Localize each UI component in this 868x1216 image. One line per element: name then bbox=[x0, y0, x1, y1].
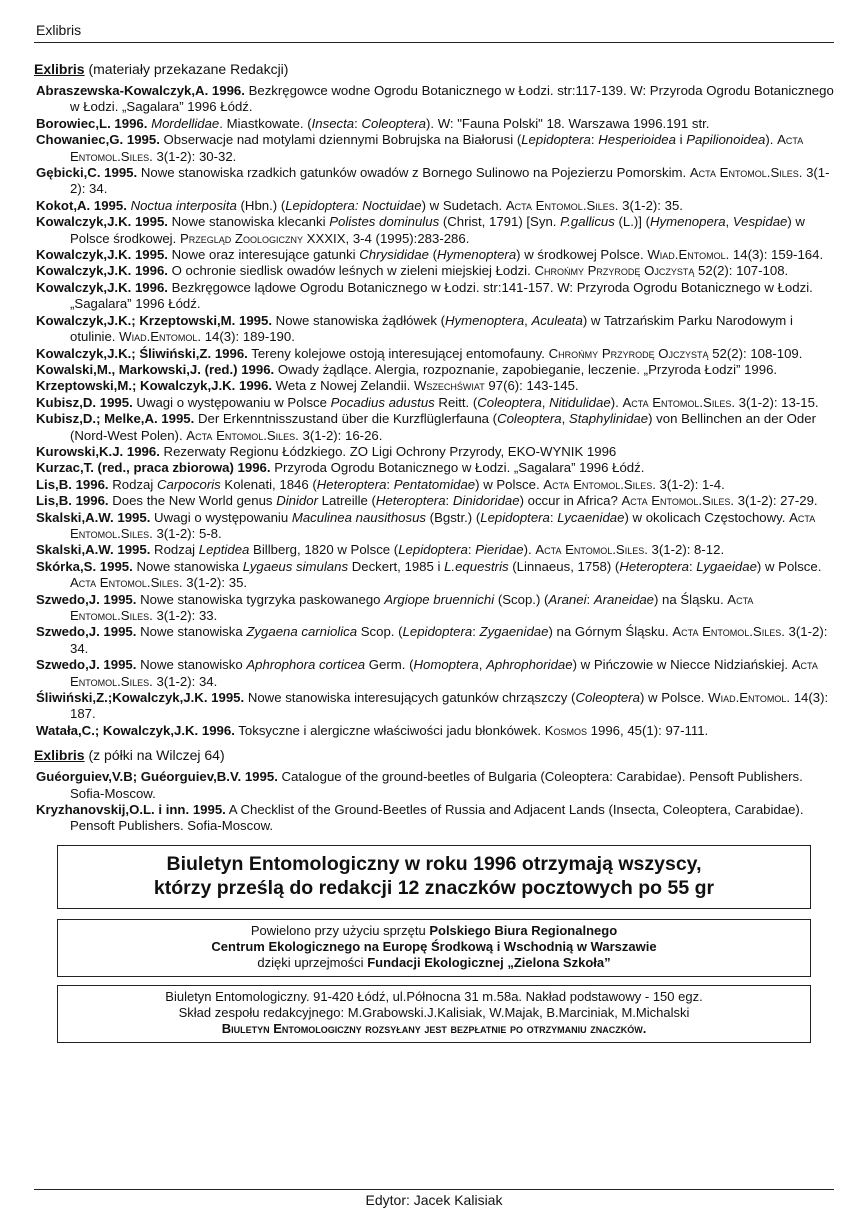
reference-text: Scop. ( bbox=[357, 624, 403, 640]
sponsor-org-2: Centrum Ekologicznego na Europę Środkową i Wschodnią w Warszawie bbox=[211, 938, 657, 954]
sponsor-foundation: Fundacji Ekologicznej „Zielona Szkoła” bbox=[367, 954, 611, 970]
reference-text: ) von Bellinchen an der Oder (Nord-West Polen). bbox=[70, 411, 816, 443]
reference-text: ) w okolicach Częstochowy. bbox=[624, 509, 790, 525]
reference-author: Krzeptowski,M.; Kowalczyk,J.K. 1996. bbox=[36, 378, 272, 394]
reference-author: Śliwiński,Z.;Kowalczyk,J.K. 1995. bbox=[36, 690, 245, 706]
reference-text: Kosmos bbox=[544, 722, 587, 738]
reference-author: Borowiec,L. 1996. bbox=[36, 115, 148, 131]
reference-item bbox=[36, 116, 834, 132]
reference-text: Nowe stanowiska interesujących gatunków chrząszczy ( bbox=[244, 690, 576, 706]
section-subtitle: (materiały przekazane Redakcji) bbox=[84, 61, 289, 77]
reference-text: ) w Sudetach. bbox=[421, 197, 506, 213]
reference-text: Nowe stanowiska klecanki bbox=[167, 214, 330, 230]
reference-author: Szwedo,J. 1995. bbox=[36, 624, 137, 640]
reference-text: ) w Polsce. bbox=[756, 558, 822, 574]
reference-text: 3(1-2): 16-26. bbox=[298, 427, 383, 443]
reference-text: Bezkręgowce lądowe Ogrodu Botanicznego w Łodzi. str:141-157. W: Przyroda Ogrodu Botanicznego w Łodzi. „Sagalara” 1996 Łódź. bbox=[70, 279, 813, 312]
reference-text: Catalogue of the ground-beetles of Bulgaria (Coleoptera: Carabidae). Pensoft Publishers. Sofia-Moscow. bbox=[70, 769, 803, 801]
reference-text: Der Erkenntnisszustand über die Kurzflüglerfauna ( bbox=[194, 411, 498, 427]
reference-text: Noctua interposita bbox=[130, 197, 237, 213]
section-title: Exlibris bbox=[34, 747, 85, 764]
reference-text: Nitidulidae bbox=[549, 394, 611, 410]
reference-text: : bbox=[549, 509, 558, 525]
reference-author: Lis,B. 1996. bbox=[36, 493, 109, 509]
reference-item bbox=[36, 690, 834, 723]
page bbox=[34, 22, 834, 1043]
sponsor-text: Powielono przy użyciu sprzętu bbox=[250, 922, 430, 938]
reference-text: Uwagi o występowaniu bbox=[150, 509, 292, 525]
reference-text: Przegląd Zoologiczny bbox=[179, 230, 303, 246]
reference-item bbox=[36, 247, 834, 263]
reference-item bbox=[36, 802, 834, 835]
reference-text: Acta Entomol.Siles. bbox=[70, 657, 818, 689]
reference-text: L.equestris bbox=[444, 558, 509, 574]
reference-text: 14(3): 159-164. bbox=[729, 247, 824, 263]
reference-text: Weta z Nowej Zelandii. bbox=[272, 378, 414, 394]
reference-text: Zygaena carniolica bbox=[246, 624, 358, 640]
reference-text: Acta Entomol.Siles. bbox=[535, 542, 648, 558]
reference-author: Kowalczyk,J.K. 1996. bbox=[36, 279, 168, 295]
reference-text: ) w Polsce. bbox=[475, 476, 544, 492]
reference-text: Vespidae bbox=[732, 214, 788, 230]
reference-text: Heteroptera bbox=[316, 476, 387, 492]
reference-item bbox=[36, 263, 834, 279]
reference-text: Acta Entomol.Siles. bbox=[543, 476, 656, 492]
reference-item bbox=[36, 542, 834, 558]
reference-author: Kowalczyk,J.K. 1995. bbox=[36, 247, 168, 263]
reference-item bbox=[36, 280, 834, 313]
imprint-line-1: Biuletyn Entomologiczny. 91-420 Łódź, ul.Północna 31 m.58a. Nakład podstawowy - 150 egz. bbox=[165, 988, 703, 1004]
reference-text: 14(3): 189-190. bbox=[201, 329, 295, 345]
reference-text: Lepidoptera: Noctuidae bbox=[285, 197, 422, 213]
reference-item bbox=[36, 313, 834, 346]
section-heading-1 bbox=[34, 61, 834, 77]
sponsor-line-1 bbox=[58, 923, 810, 939]
imprint-line-3: Biuletyn Entomologiczny rozsyłany jest bezpłatnie po otrzymaniu znaczków. bbox=[221, 1020, 647, 1036]
reference-text: ) na Śląsku. bbox=[653, 591, 728, 607]
section-title: Exlibris bbox=[34, 61, 85, 77]
reference-text: ) w Polsce. bbox=[639, 690, 709, 706]
reference-text: , bbox=[478, 657, 487, 673]
reference-text: 3(1-2): 35. bbox=[618, 197, 683, 213]
reference-text: Aculeata bbox=[531, 312, 583, 328]
reference-author: Kurzac,T. (red., praca zbiorowa) 1996. bbox=[36, 460, 271, 476]
reference-item bbox=[36, 165, 834, 198]
reference-text: Rodzaj bbox=[108, 476, 157, 492]
reference-item bbox=[36, 132, 834, 165]
reference-text: Uwagi o występowaniu w Polsce bbox=[132, 394, 331, 410]
reference-text: Wszechświat bbox=[413, 378, 485, 394]
section-heading-2 bbox=[34, 747, 834, 763]
reference-text: (Bgstr.) ( bbox=[426, 509, 481, 525]
reference-text: Lepidoptera bbox=[398, 542, 468, 558]
reference-author: Kowalczyk,J.K. 1996. bbox=[36, 263, 168, 279]
reference-item bbox=[36, 378, 834, 394]
reference-text: 3(1-2): 13-15. bbox=[735, 394, 819, 410]
reference-text: (L.)] ( bbox=[614, 214, 651, 230]
reference-text: P.gallicus bbox=[560, 214, 615, 230]
imprint-box bbox=[57, 985, 811, 1043]
reference-text: 3(1-2): 35. bbox=[182, 575, 248, 591]
reference-author: Skalski,A.W. 1995. bbox=[36, 542, 151, 558]
sponsor-box bbox=[57, 919, 811, 977]
reference-text: A Checklist of the Ground-Beetles of Russia and Adjacent Lands (Insecta, Coleoptera, Carabidae). Pensoft Publishers. Sofia-Moscow. bbox=[70, 802, 804, 834]
reference-text: Araneidae bbox=[593, 591, 654, 607]
reference-text: ) na Górnym Śląsku. bbox=[548, 624, 673, 640]
reference-text: Aranei bbox=[548, 591, 587, 607]
reference-text: Pocadius adustus bbox=[330, 394, 435, 410]
reference-text: (Christ, 1791) [Syn. bbox=[439, 214, 561, 230]
announcement-line-2: którzy prześlą do redakcji 12 znaczków pocztowych po 55 gr bbox=[153, 876, 715, 899]
reference-item bbox=[36, 493, 834, 509]
reference-text: : bbox=[354, 115, 362, 131]
reference-text: Coleoptera bbox=[497, 411, 562, 427]
reference-text: Chrońmy Przyrodę Ojczystą bbox=[548, 345, 709, 361]
reference-text: Chrysididae bbox=[359, 247, 429, 263]
reference-text: 52(2): 108-109. bbox=[708, 345, 803, 361]
reference-text: Aphrophoridae bbox=[486, 657, 573, 673]
reference-text: Does the New World genus bbox=[108, 493, 277, 509]
reference-text: Nowe stanowiska rzadkich gatunków owadów z Bornego Sulinowo na Pojezierzu Pomorskim. bbox=[137, 165, 690, 181]
reference-text: Hymenopera bbox=[650, 214, 726, 230]
reference-item bbox=[36, 723, 834, 739]
running-head: Exlibris bbox=[34, 22, 834, 43]
reference-text: Hesperioidea bbox=[598, 132, 676, 148]
reference-text: Wiad.Entomol. bbox=[708, 690, 791, 706]
reference-text: ). bbox=[765, 132, 778, 148]
reference-text: Pentatomidae bbox=[393, 476, 476, 492]
reference-list-1 bbox=[34, 83, 834, 739]
reference-text: 3(1-2): 34. bbox=[152, 673, 218, 689]
reference-text: : bbox=[688, 558, 697, 574]
reference-text: , bbox=[561, 411, 569, 427]
reference-text: ) occur in Africa? bbox=[519, 493, 622, 509]
reference-text: Toksyczne i alergiczne właściwości jadu błonkówek. bbox=[234, 722, 545, 738]
reference-text: Carpocoris bbox=[156, 476, 221, 492]
reference-text: XXXIX, 3-4 (1995):283-286. bbox=[302, 230, 470, 246]
reference-text: Papilionoidea bbox=[686, 132, 766, 148]
reference-text: Chrońmy Przyrodę Ojczystą bbox=[534, 263, 695, 279]
reference-text: (Linnaeus, 1758) ( bbox=[508, 558, 620, 574]
reference-text: : bbox=[386, 476, 394, 492]
reference-author: Skórka,S. 1995. bbox=[36, 558, 133, 574]
reference-list-2 bbox=[34, 769, 834, 835]
reference-text: Lepidoptera bbox=[480, 509, 550, 525]
reference-author: Gębicki,C. 1995. bbox=[36, 165, 138, 181]
footer-editor: Edytor: Jacek Kalisiak bbox=[34, 1189, 834, 1208]
reference-text: Dinidoridae bbox=[452, 493, 520, 509]
reference-text: , bbox=[524, 312, 532, 328]
reference-text: Nowe stanowisko bbox=[136, 657, 247, 673]
reference-text: Coleoptera bbox=[361, 115, 426, 131]
reference-text: Acta Entomol.Siles. bbox=[622, 394, 735, 410]
reference-author: Kokot,A. 1995. bbox=[36, 197, 127, 213]
reference-item bbox=[36, 559, 834, 592]
reference-author: Abraszewska-Kowalczyk,A. 1996. bbox=[36, 83, 245, 98]
reference-text: 97(6): 143-145. bbox=[484, 378, 579, 394]
reference-text: Leptidea bbox=[198, 542, 250, 558]
reference-text: Przyroda Ogrodu Botanicznego w Łodzi. „Sagalara” 1996 Łódź. bbox=[270, 460, 645, 476]
reference-text: Acta Entomol.Siles. bbox=[672, 624, 785, 640]
reference-text: Dinidor bbox=[276, 493, 318, 509]
reference-text: Homoptera bbox=[413, 657, 479, 673]
reference-text: Owady żądlące. Alergia, rozpoznanie, zapobieganie, leczenie. „Przyroda Łodzi” 1996. bbox=[274, 361, 778, 377]
reference-author: Kowalczyk,J.K.; Krzeptowski,M. 1995. bbox=[36, 312, 272, 328]
reference-text: Nowe stanowiska bbox=[136, 624, 247, 640]
sponsor-text-2: dzięki uprzejmości bbox=[257, 954, 368, 970]
sponsor-line-3 bbox=[58, 955, 810, 971]
reference-text: (Scop.) ( bbox=[494, 591, 549, 607]
announcement-box bbox=[57, 845, 811, 909]
reference-text: Kolenati, 1846 ( bbox=[220, 476, 317, 492]
reference-text: Lepidoptera bbox=[521, 132, 591, 148]
reference-item bbox=[36, 346, 834, 362]
reference-text: Acta Entomol.Siles. bbox=[70, 575, 183, 591]
reference-text: Deckert, 1985 i bbox=[348, 558, 445, 574]
reference-text: Nowe stanowiska bbox=[132, 558, 243, 574]
reference-text: Rezerwaty Regionu Łódzkiego. ZO Ligi Ochrony Przyrody, EKO-WYNIK 1996 bbox=[159, 443, 617, 459]
reference-text: Acta Entomol.Siles. bbox=[70, 591, 754, 623]
reference-text: : bbox=[467, 542, 476, 558]
reference-item bbox=[36, 83, 834, 116]
reference-text: Polistes dominulus bbox=[329, 214, 440, 230]
reference-text: 3(1-2): 30-32. bbox=[152, 148, 237, 164]
reference-text: : bbox=[445, 493, 453, 509]
reference-author: Kowalczyk,J.K. 1995. bbox=[36, 214, 168, 230]
reference-text: Nowe stanowiska tygrzyka paskowanego bbox=[136, 591, 385, 607]
reference-text: : bbox=[586, 591, 594, 607]
reference-text: Acta Entomol.Siles. bbox=[621, 493, 735, 509]
reference-text: Lycaenidae bbox=[557, 509, 625, 525]
reference-text: Hymenoptera bbox=[444, 312, 525, 328]
reference-text: Wiad.Entomol. bbox=[119, 329, 202, 345]
reference-author: Skalski,A.W. 1995. bbox=[36, 509, 151, 525]
sponsor-line-2 bbox=[58, 939, 810, 955]
reference-text: Maculinea nausithosus bbox=[291, 509, 427, 525]
reference-text: Nowe oraz interesujące gatunki bbox=[167, 247, 360, 263]
reference-author: Chowaniec,G. 1995. bbox=[36, 132, 160, 148]
reference-text: ) w Polsce środkowej. bbox=[70, 214, 805, 246]
reference-author: Kryzhanovskij,O.L. i inn. 1995. bbox=[36, 802, 226, 818]
reference-text: Latreille ( bbox=[317, 493, 376, 509]
reference-text: O ochronie siedlisk owadów leśnych w zieleni miejskiej Łodzi. bbox=[167, 263, 535, 279]
reference-item bbox=[36, 657, 834, 690]
announcement-line-1: Biuletyn Entomologiczny w roku 1996 otrzymają wszyscy, bbox=[166, 852, 702, 875]
reference-text: Billberg, 1820 w Polsce ( bbox=[249, 542, 399, 558]
sponsor-org: Polskiego Biura Regionalnego bbox=[429, 922, 618, 938]
reference-item bbox=[36, 769, 834, 802]
reference-text: , bbox=[541, 394, 550, 410]
reference-item bbox=[36, 624, 834, 657]
reference-text: ). bbox=[523, 542, 536, 558]
reference-text: Acta Entomol.Siles. bbox=[505, 197, 619, 213]
reference-author: Guéorguiev,V.B; Guéorguiev,B.V. 1995. bbox=[36, 769, 278, 785]
reference-text: Argiope bruennichi bbox=[384, 591, 495, 607]
reference-text: Insecta bbox=[311, 115, 355, 131]
reference-text: Heteroptera bbox=[619, 558, 689, 574]
reference-text: i bbox=[675, 132, 687, 148]
reference-text: Lepidoptera bbox=[402, 624, 473, 640]
reference-text: Aphrophora corticea bbox=[246, 657, 366, 673]
reference-item bbox=[36, 510, 834, 543]
reference-text: Staphylinidae bbox=[568, 411, 649, 427]
reference-item bbox=[36, 362, 834, 378]
reference-item bbox=[36, 214, 834, 247]
reference-text: (Hbn.) ( bbox=[236, 197, 286, 213]
reference-item bbox=[36, 411, 834, 444]
imprint-line-2: Skład zespołu redakcyjnego: M.Grabowski.J.Kalisiak, W.Majak, B.Marciniak, M.Michalski bbox=[178, 1004, 690, 1020]
reference-text: Bezkręgowce wodne Ogrodu Botanicznego w Łodzi. str:117-139. W: Przyroda Ogrodu Botanicznego w Łodzi. „Sagalara” 1996 Łódź. bbox=[70, 83, 834, 115]
reference-text: Germ. ( bbox=[365, 657, 414, 673]
reference-text: Pieridae bbox=[475, 542, 524, 558]
reference-text: Heteroptera bbox=[375, 493, 446, 509]
reference-item bbox=[36, 477, 834, 493]
reference-text: Zygaenidae bbox=[479, 624, 549, 640]
reference-text: ( bbox=[428, 247, 437, 263]
reference-text: ). bbox=[610, 394, 623, 410]
reference-text: 3(1-2): 33. bbox=[152, 608, 218, 623]
reference-text: : bbox=[472, 624, 480, 640]
reference-text: 3(1-2): 1-4. bbox=[655, 476, 725, 492]
reference-text: 52(2): 107-108. bbox=[694, 263, 789, 279]
reference-text: , bbox=[725, 214, 733, 230]
reference-author: Szwedo,J. 1995. bbox=[36, 591, 137, 607]
reference-text: ). W: "Fauna Polski" 18. Warszawa 1996.191 str. bbox=[425, 115, 710, 131]
reference-text: ) w Pińczowie w Niecce Nidziańskiej. bbox=[572, 657, 792, 673]
reference-text: 3(1-2): 34. bbox=[70, 165, 830, 197]
reference-text: Acta Entomol.Siles. bbox=[70, 509, 816, 541]
reference-text: Rodzaj bbox=[150, 542, 199, 558]
reference-author: Kubisz,D. 1995. bbox=[36, 394, 133, 410]
reference-item bbox=[36, 198, 834, 214]
reference-text: ) w środkowej Polsce. bbox=[516, 247, 648, 263]
reference-text: 3(1-2): 34. bbox=[70, 624, 828, 656]
reference-text: Acta Entomol.Siles. bbox=[70, 132, 804, 164]
reference-author: Kowalski,M., Markowski,J. (red.) 1996. bbox=[36, 361, 275, 377]
reference-text: Mordellidae bbox=[151, 115, 220, 131]
reference-text: 14(3): 187. bbox=[70, 690, 829, 722]
reference-text: Reitt. ( bbox=[434, 394, 478, 410]
section-subtitle: (z półki na Wilczej 64) bbox=[84, 747, 225, 764]
reference-author: Szwedo,J. 1995. bbox=[36, 657, 137, 673]
reference-text: Nowe stanowiska żądłówek ( bbox=[272, 312, 445, 328]
reference-text: Wiad.Entomol. bbox=[647, 247, 730, 263]
reference-text: : bbox=[590, 132, 599, 148]
reference-author: Watała,C.; Kowalczyk,J.K. 1996. bbox=[36, 722, 235, 738]
reference-author: Lis,B. 1996. bbox=[36, 476, 109, 492]
reference-text: 3(1-2): 27-29. bbox=[734, 493, 818, 509]
reference-author: Kurowski,K.J. 1996. bbox=[36, 443, 160, 459]
reference-text: 1996, 45(1): 97-111. bbox=[587, 722, 709, 738]
reference-item bbox=[36, 395, 834, 411]
reference-text: 3(1-2): 5-8. bbox=[152, 525, 222, 541]
reference-text: Lygaeus simulans bbox=[242, 558, 349, 574]
reference-text: Coleoptera bbox=[477, 394, 542, 410]
reference-text: ) w Tatrzańskim Parku Narodowym i otulinie. bbox=[70, 312, 793, 345]
reference-text: Hymenoptera bbox=[436, 247, 517, 263]
reference-text: . Miastkowate. ( bbox=[219, 115, 312, 131]
reference-author: Kowalczyk,J.K.; Śliwiński,Z. 1996. bbox=[36, 345, 248, 361]
reference-item bbox=[36, 444, 834, 460]
reference-item bbox=[36, 592, 834, 625]
reference-text: Acta Entomol.Siles. bbox=[689, 165, 803, 181]
reference-text: Obserwacje nad motylami dziennymi Bobrujska na Białorusi ( bbox=[159, 132, 522, 148]
reference-text: Lygaeidae bbox=[696, 558, 757, 574]
reference-author: Kubisz,D.; Melke,A. 1995. bbox=[36, 411, 195, 427]
reference-item bbox=[36, 460, 834, 476]
reference-text: Tereny kolejowe ostoją interesującej entomofauny. bbox=[247, 345, 549, 361]
reference-text: Acta Entomol.Siles. bbox=[186, 427, 299, 443]
reference-text: Coleoptera bbox=[575, 690, 640, 706]
reference-text: 3(1-2): 8-12. bbox=[647, 542, 725, 558]
